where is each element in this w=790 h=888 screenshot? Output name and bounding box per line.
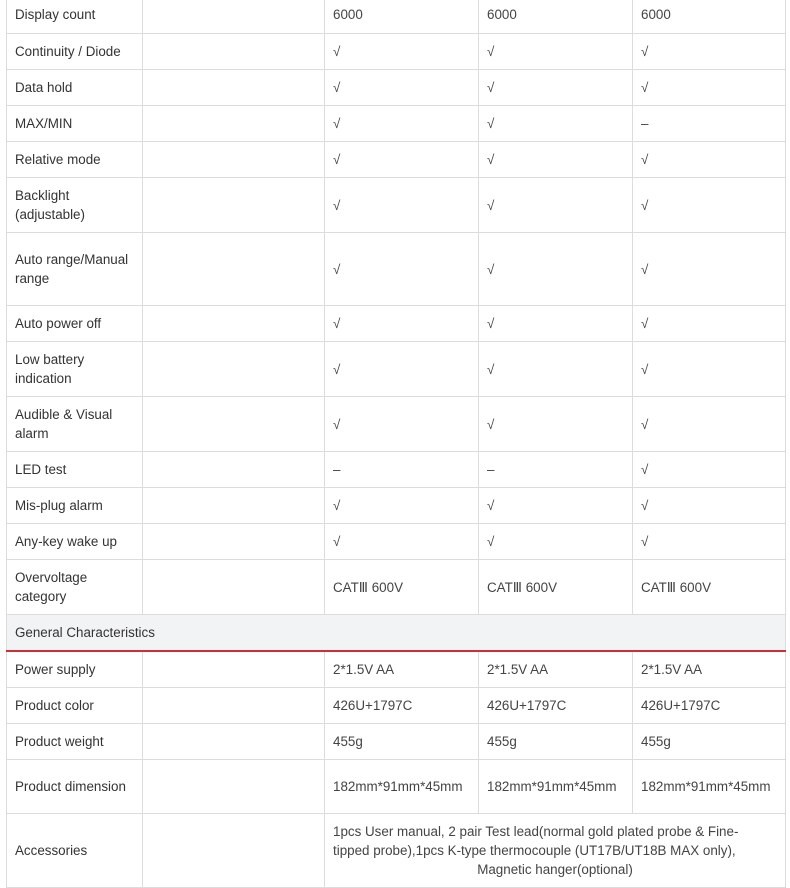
row-label: Power supply [7,651,143,688]
value-cell: √ [479,233,633,306]
row-label: Low battery indication [7,342,143,397]
row-label: Product color [7,688,143,724]
value-cell: √ [479,34,633,70]
empty-cell [143,342,325,397]
spec-table-body [7,0,786,888]
table-row [7,0,786,34]
value-cell: 2*1.5V AA [633,651,786,688]
empty-cell [143,724,325,760]
table-row [7,342,786,397]
row-label: Product dimension [7,760,143,814]
empty-cell [143,70,325,106]
row-label: Display count [7,0,143,34]
value-cell: 182mm*91mm*45mm [479,760,633,814]
value-cell: 455g [633,724,786,760]
table-row [7,70,786,106]
value-cell: √ [325,488,479,524]
value-cell: – [325,452,479,488]
value-cell: √ [479,70,633,106]
row-label: Audible & Visual alarm [7,397,143,452]
table-row [7,814,786,888]
value-cell: CATⅢ 600V [479,560,633,615]
value-cell: √ [325,524,479,560]
table-row [7,178,786,233]
value-cell: √ [325,142,479,178]
value-cell: √ [479,524,633,560]
accessories-line: Magnetic hanger(optional) [477,862,633,877]
row-label: Product weight [7,724,143,760]
table-row [7,524,786,560]
row-label: Accessories [7,814,143,888]
table-row [7,724,786,760]
value-cell: 2*1.5V AA [325,651,479,688]
value-cell: √ [325,233,479,306]
table-row [7,233,786,306]
empty-cell [143,688,325,724]
row-label: Relative mode [7,142,143,178]
value-cell: √ [325,70,479,106]
section-title: General Characteristics [7,615,786,652]
empty-cell [143,142,325,178]
row-label: Auto range/Manual range [7,233,143,306]
empty-cell [143,488,325,524]
value-cell: √ [325,306,479,342]
table-row [7,651,786,688]
value-cell: 182mm*91mm*45mm [633,760,786,814]
empty-cell [143,452,325,488]
value-cell: √ [633,34,786,70]
value-cell: CATⅢ 600V [633,560,786,615]
value-cell: – [633,106,786,142]
value-cell: – [479,452,633,488]
row-label: Backlight (adjustable) [7,178,143,233]
table-row [7,306,786,342]
value-cell: 455g [479,724,633,760]
table-row [7,397,786,452]
value-cell: 6000 [479,0,633,34]
value-cell: √ [325,397,479,452]
table-row [7,34,786,70]
value-cell: √ [479,397,633,452]
value-cell: √ [479,342,633,397]
value-cell: √ [479,106,633,142]
value-cell: 426U+1797C [633,688,786,724]
empty-cell [143,560,325,615]
value-cell: 182mm*91mm*45mm [325,760,479,814]
row-label: Any-key wake up [7,524,143,560]
empty-cell [143,178,325,233]
table-row [7,760,786,814]
row-label: Overvoltage category [7,560,143,615]
empty-cell [143,0,325,34]
empty-cell [143,233,325,306]
row-label: LED test [7,452,143,488]
empty-cell [143,760,325,814]
value-cell: √ [633,524,786,560]
value-cell: 426U+1797C [325,688,479,724]
table-row [7,488,786,524]
section-header-row [7,615,786,652]
value-cell: √ [633,142,786,178]
spec-table [6,0,786,888]
value-cell: √ [633,178,786,233]
empty-cell [143,34,325,70]
value-cell: 6000 [633,0,786,34]
value-cell: √ [633,452,786,488]
value-cell: 426U+1797C [479,688,633,724]
table-row [7,452,786,488]
row-label: Data hold [7,70,143,106]
accessories-line: 1pcs User manual, 2 pair Test lead(normal gold plated probe & Fine- [333,824,739,839]
empty-cell [143,106,325,142]
value-cell: √ [325,342,479,397]
row-label: Mis-plug alarm [7,488,143,524]
table-row [7,688,786,724]
empty-cell [143,651,325,688]
value-cell: 455g [325,724,479,760]
value-cell: √ [479,142,633,178]
row-label: Continuity / Diode [7,34,143,70]
table-row [7,560,786,615]
empty-cell [143,814,325,888]
table-row [7,106,786,142]
value-cell: √ [479,306,633,342]
value-cell: √ [633,70,786,106]
value-cell: 6000 [325,0,479,34]
value-cell: √ [633,306,786,342]
value-cell: CATⅢ 600V [325,560,479,615]
value-cell: √ [633,397,786,452]
empty-cell [143,306,325,342]
value-cell: √ [325,178,479,233]
empty-cell [143,524,325,560]
value-cell: √ [325,34,479,70]
accessories-cell [325,814,786,888]
value-cell: √ [633,488,786,524]
value-cell: √ [633,233,786,306]
value-cell: √ [633,342,786,397]
row-label: MAX/MIN [7,106,143,142]
table-row [7,142,786,178]
value-cell: 2*1.5V AA [479,651,633,688]
value-cell: √ [325,106,479,142]
accessories-line: tipped probe),1pcs K-type thermocouple (UT17B/UT18B MAX only), [333,843,736,858]
empty-cell [143,397,325,452]
row-label: Auto power off [7,306,143,342]
value-cell: √ [479,178,633,233]
value-cell: √ [479,488,633,524]
